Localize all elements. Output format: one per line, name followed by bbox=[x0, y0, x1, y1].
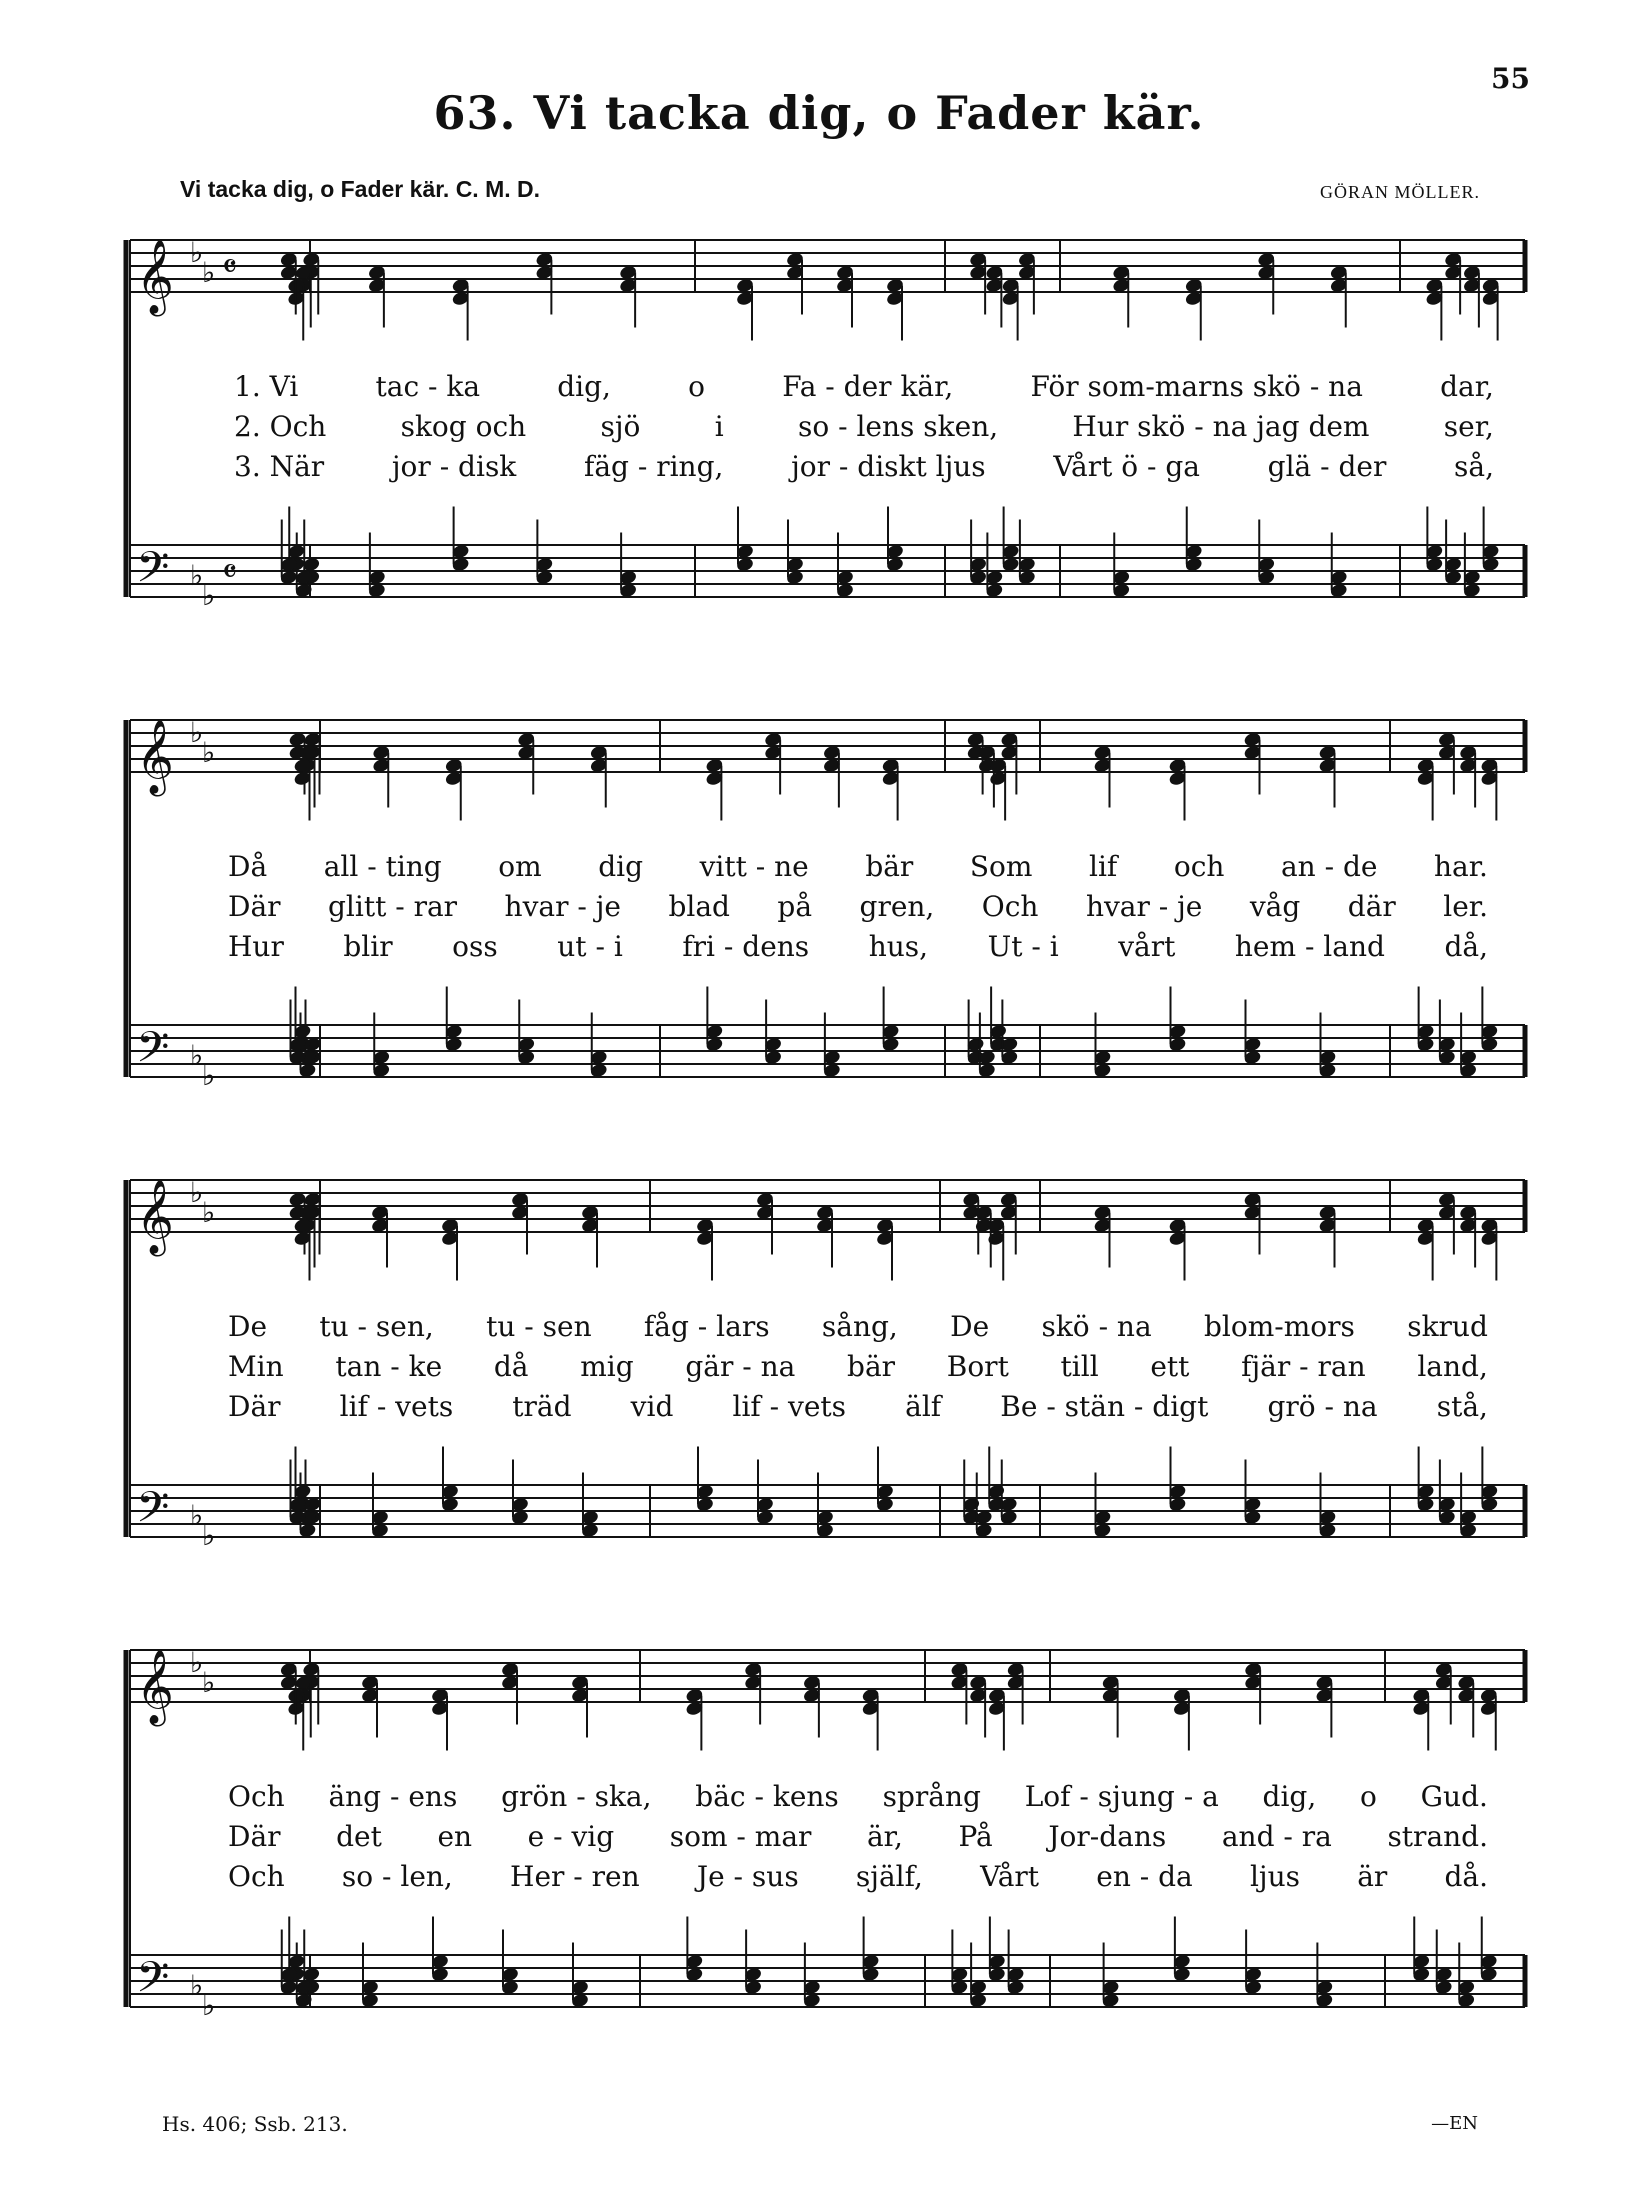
lyric-syllable: De bbox=[228, 1310, 268, 1343]
flat-sign-icon: ♭ bbox=[190, 559, 204, 592]
lyric-syllable: det bbox=[336, 1820, 382, 1853]
lyric-line bbox=[228, 1860, 1488, 1893]
lyric-syllable: glitt - rar bbox=[328, 890, 458, 923]
lyric-syllable: tu - sen, bbox=[319, 1310, 434, 1343]
flat-sign-icon: ♭ bbox=[202, 256, 216, 289]
lyric-syllable: Gud. bbox=[1420, 1780, 1488, 1813]
lyric-syllable: Fa - der kär, bbox=[782, 370, 954, 403]
lyric-syllable: en - da bbox=[1096, 1860, 1193, 1893]
treble-clef-icon: 𝄞 bbox=[136, 1650, 174, 1724]
lyric-syllable: o bbox=[1360, 1780, 1377, 1813]
lyric-syllable: strand. bbox=[1387, 1820, 1488, 1853]
lyric-syllable: Bort bbox=[946, 1350, 1009, 1383]
lyric-syllable: Ut - i bbox=[987, 930, 1059, 963]
flat-sign-icon: ♭ bbox=[190, 716, 204, 749]
lyric-syllable: and - ra bbox=[1221, 1820, 1332, 1853]
lyric-syllable: dig, bbox=[1262, 1780, 1317, 1813]
lyric-syllable: Där bbox=[228, 890, 281, 923]
lyric-syllable: då, bbox=[1444, 930, 1488, 963]
lyric-syllable: Je - sus bbox=[696, 1860, 799, 1893]
lyric-syllable: Hur skö - na jag dem bbox=[1072, 410, 1370, 443]
lyric-syllable: grö - na bbox=[1267, 1390, 1378, 1423]
lyric-syllable: dig, bbox=[557, 370, 611, 403]
lyric-syllable: tu - sen bbox=[486, 1310, 592, 1343]
lyric-syllable: fri - dens bbox=[682, 930, 810, 963]
lyric-syllable: För som-marns skö - na bbox=[1030, 370, 1363, 403]
lyric-line bbox=[228, 1820, 1488, 1853]
lyric-syllable: våg bbox=[1249, 890, 1301, 923]
lyric-syllable: Som bbox=[969, 850, 1033, 883]
lyric-syllable: Her - ren bbox=[510, 1860, 640, 1893]
lyric-syllable: som - mar bbox=[669, 1820, 812, 1853]
lyric-syllable: e - vig bbox=[527, 1820, 615, 1853]
flat-sign-icon: ♭ bbox=[202, 1519, 216, 1552]
flat-sign-icon: ♭ bbox=[190, 236, 204, 269]
lyric-syllable: ljus bbox=[1249, 1860, 1300, 1893]
lyric-syllable: en bbox=[437, 1820, 473, 1853]
hymn-title: 63. Vi tacka dig, o Fader kär. bbox=[433, 86, 1205, 140]
lyric-syllable: vårt bbox=[1118, 930, 1176, 963]
common-time-icon: 𝄴 bbox=[222, 247, 238, 287]
lyric-syllable: Och bbox=[228, 1780, 285, 1813]
lyric-line bbox=[234, 370, 1494, 403]
lyric-syllable: har. bbox=[1434, 850, 1488, 883]
lyric-syllable: vid bbox=[630, 1390, 674, 1423]
page-number: 55 bbox=[1491, 62, 1530, 95]
lyric-syllable: Och bbox=[228, 1860, 285, 1893]
lyric-syllable: bär bbox=[847, 1350, 896, 1383]
lyric-syllable: är, bbox=[866, 1820, 903, 1853]
lyric-syllable: då bbox=[493, 1350, 529, 1383]
music-system-3 bbox=[0, 1150, 1638, 1550]
lyric-syllable: är bbox=[1357, 1860, 1388, 1893]
lyric-syllable: 2. Och bbox=[234, 410, 327, 443]
lyric-syllable: fåg - lars bbox=[643, 1310, 770, 1343]
bass-clef-icon: 𝄢 bbox=[136, 1483, 170, 1543]
lyric-syllable: De bbox=[950, 1310, 990, 1343]
lyric-syllable: jor - disk bbox=[391, 450, 517, 483]
flat-sign-icon: ♭ bbox=[190, 1176, 204, 1209]
lyric-syllable: so - len, bbox=[341, 1860, 453, 1893]
lyric-syllable: 3. När bbox=[234, 450, 325, 483]
lyric-syllable: hvar - je bbox=[1085, 890, 1203, 923]
lyric-syllable: sång, bbox=[821, 1310, 898, 1343]
lyric-line bbox=[228, 930, 1488, 963]
common-time-icon: 𝄴 bbox=[222, 552, 238, 592]
lyric-syllable: till bbox=[1060, 1350, 1099, 1383]
lyric-syllable: Be - stän - digt bbox=[1000, 1390, 1209, 1423]
lyric-syllable: bär bbox=[865, 850, 914, 883]
lyric-syllable: Vårt bbox=[980, 1860, 1040, 1893]
lyric-syllable: fäg - ring, bbox=[583, 450, 724, 483]
lyric-syllable: tac - ka bbox=[375, 370, 481, 403]
flat-sign-icon: ♭ bbox=[190, 1969, 204, 2002]
flat-sign-icon: ♭ bbox=[190, 1499, 204, 1532]
composer: GÖRAN MÖLLER. bbox=[1320, 182, 1480, 202]
flat-sign-icon: ♭ bbox=[202, 1666, 216, 1699]
lyric-syllable: Där bbox=[228, 1390, 281, 1423]
lyric-syllable: Vårt ö - ga bbox=[1053, 450, 1200, 483]
bass-clef-icon: 𝄢 bbox=[136, 1023, 170, 1083]
lyric-syllable: skrud bbox=[1407, 1310, 1488, 1343]
lyric-syllable: skö - na bbox=[1041, 1310, 1152, 1343]
music-system-2 bbox=[0, 690, 1638, 1090]
lyric-syllable: stå, bbox=[1436, 1390, 1488, 1423]
lyric-syllable: hus, bbox=[868, 930, 929, 963]
lyric-syllable: ett bbox=[1150, 1350, 1190, 1383]
lyric-syllable: Lof - sjung - a bbox=[1024, 1780, 1219, 1813]
lyric-syllable: ut - i bbox=[557, 930, 623, 963]
lyric-syllable: an - de bbox=[1280, 850, 1378, 883]
lyric-syllable: Och bbox=[981, 890, 1039, 923]
music-system-4 bbox=[0, 1620, 1638, 2020]
lyric-syllable: land, bbox=[1417, 1350, 1488, 1383]
lyric-syllable: då. bbox=[1444, 1860, 1488, 1893]
lyric-syllable: på bbox=[777, 890, 813, 923]
lyric-syllable: skog och bbox=[400, 410, 527, 443]
lyric-syllable: språng bbox=[882, 1780, 981, 1813]
lyric-syllable: Jor-dans bbox=[1048, 1820, 1167, 1853]
lyric-line bbox=[234, 450, 1494, 483]
lyric-syllable: i bbox=[714, 410, 724, 443]
lyric-line bbox=[234, 410, 1494, 443]
flat-sign-icon: ♭ bbox=[202, 1196, 216, 1229]
lyric-syllable: 1. Vi bbox=[234, 370, 299, 403]
footer-reference: Hs. 406; Ssb. 213. bbox=[162, 2112, 348, 2136]
lyric-line bbox=[228, 850, 1488, 883]
lyric-syllable: all - ting bbox=[323, 850, 442, 883]
lyric-syllable: ser, bbox=[1443, 410, 1494, 443]
lyric-syllable: själf, bbox=[855, 1860, 923, 1893]
flat-sign-icon: ♭ bbox=[202, 1059, 216, 1092]
lyric-syllable: fjär - ran bbox=[1241, 1350, 1366, 1383]
lyric-syllable: gär - na bbox=[685, 1350, 796, 1383]
lyric-syllable: blir bbox=[343, 930, 393, 963]
lyric-syllable: dig bbox=[598, 850, 644, 883]
lyric-syllable: blad bbox=[668, 890, 730, 923]
lyric-syllable: bäc - kens bbox=[695, 1780, 839, 1813]
lyric-line bbox=[228, 1780, 1488, 1813]
lyric-syllable: hvar - je bbox=[504, 890, 621, 923]
lyric-syllable: älf bbox=[905, 1390, 942, 1423]
lyric-syllable: Min bbox=[228, 1350, 284, 1383]
lyric-syllable: om bbox=[498, 850, 542, 883]
lyric-line bbox=[228, 1390, 1488, 1423]
lyric-syllable: lif - vets bbox=[732, 1390, 847, 1423]
flat-sign-icon: ♭ bbox=[190, 1039, 204, 1072]
lyric-syllable: äng - ens bbox=[328, 1780, 458, 1813]
lyric-syllable: sjö bbox=[600, 410, 641, 443]
lyric-syllable: grön - ska, bbox=[501, 1780, 652, 1813]
treble-clef-icon: 𝄞 bbox=[136, 720, 174, 794]
lyric-line bbox=[228, 1350, 1488, 1383]
lyric-syllable: glä - der bbox=[1267, 450, 1387, 483]
lyric-syllable: hem - land bbox=[1234, 930, 1385, 963]
lyric-syllable: Då bbox=[228, 850, 268, 883]
lyric-syllable: blom-mors bbox=[1203, 1310, 1355, 1343]
lyric-syllable: lif bbox=[1089, 850, 1118, 883]
flat-sign-icon: ♭ bbox=[202, 736, 216, 769]
lyric-syllable: vitt - ne bbox=[699, 850, 809, 883]
lyric-syllable: Hur bbox=[228, 930, 284, 963]
lyric-syllable: På bbox=[958, 1820, 993, 1853]
lyric-syllable: jor - diskt ljus bbox=[791, 450, 986, 483]
lyric-syllable: träd bbox=[512, 1390, 572, 1423]
lyric-syllable: oss bbox=[452, 930, 498, 963]
flat-sign-icon: ♭ bbox=[202, 1989, 216, 2022]
lyric-syllable: och bbox=[1173, 850, 1225, 883]
lyric-syllable: gren, bbox=[859, 890, 935, 923]
tune-line: Vi tacka dig, o Fader kär. C. M. D. bbox=[180, 176, 541, 202]
lyric-syllable: ler. bbox=[1443, 890, 1488, 923]
lyric-syllable: lif - vets bbox=[339, 1390, 454, 1423]
lyric-syllable: tan - ke bbox=[335, 1350, 443, 1383]
treble-clef-icon: 𝄞 bbox=[136, 1180, 174, 1254]
bass-clef-icon: 𝄢 bbox=[136, 1953, 170, 2013]
lyric-syllable: so - lens sken, bbox=[797, 410, 999, 443]
lyric-line bbox=[228, 890, 1488, 923]
lyric-syllable: dar, bbox=[1440, 370, 1494, 403]
lyric-syllable: mig bbox=[580, 1350, 634, 1383]
treble-clef-icon: 𝄞 bbox=[136, 240, 174, 314]
lyric-syllable: o bbox=[688, 370, 705, 403]
footer-signature: —EN bbox=[1431, 2113, 1478, 2134]
lyric-line bbox=[228, 1310, 1488, 1343]
music-system-1 bbox=[0, 210, 1638, 610]
lyric-syllable: där bbox=[1347, 890, 1396, 923]
flat-sign-icon: ♭ bbox=[190, 1646, 204, 1679]
lyric-syllable: Där bbox=[228, 1820, 281, 1853]
lyric-syllable: så, bbox=[1454, 450, 1494, 483]
flat-sign-icon: ♭ bbox=[202, 579, 216, 612]
bass-clef-icon: 𝄢 bbox=[136, 543, 170, 603]
